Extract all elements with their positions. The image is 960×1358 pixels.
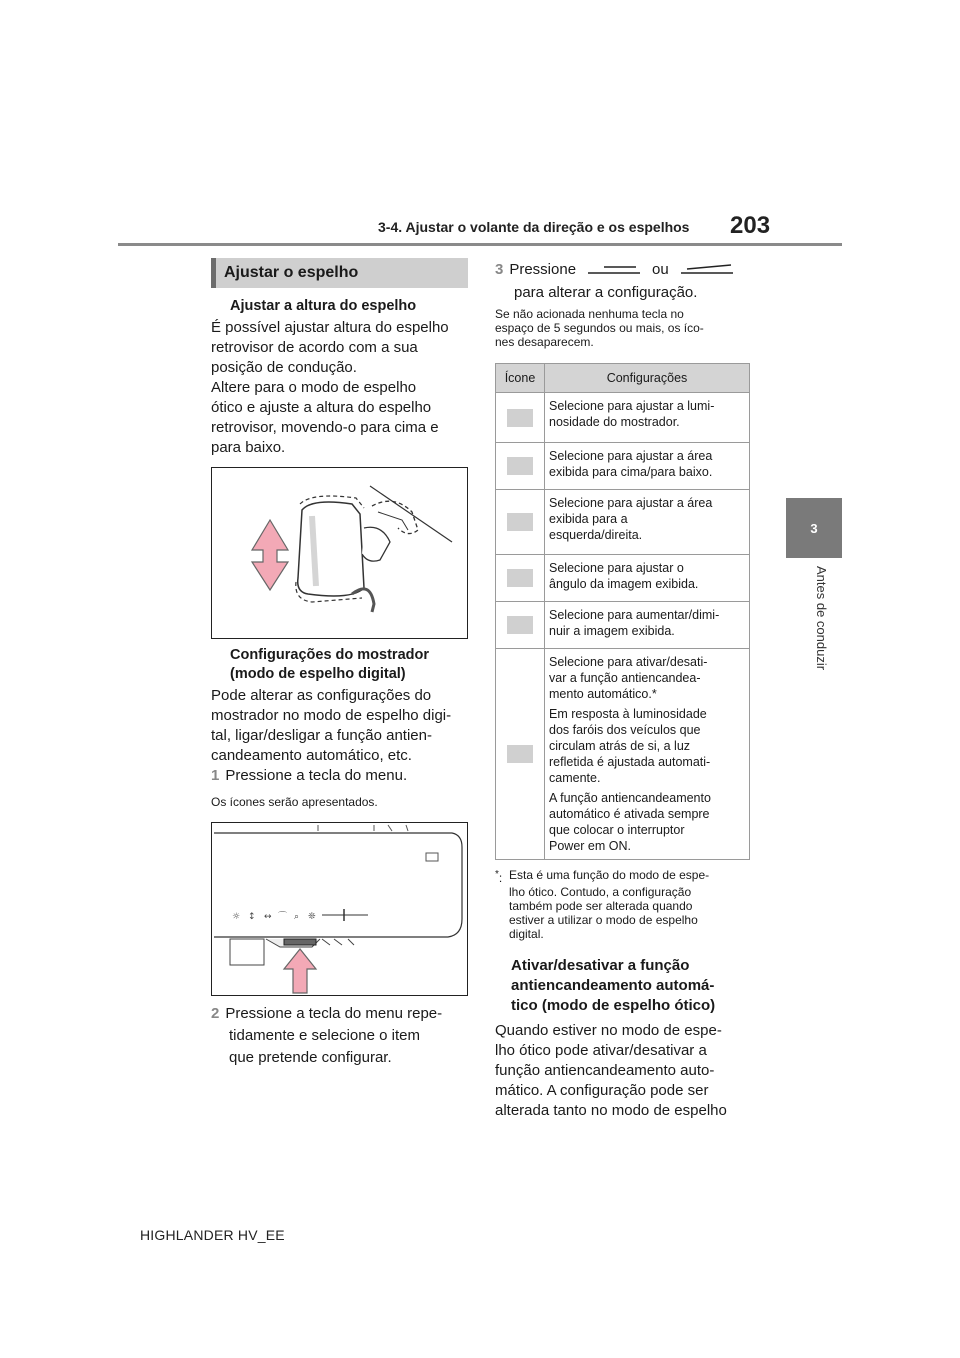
- text-line: Esta é uma função do modo de espe-: [509, 868, 710, 882]
- step-number: 3: [495, 261, 504, 278]
- text-line: ótico e ajuste a altura do espelho: [211, 399, 432, 416]
- text-line: Power em ON.: [549, 839, 631, 853]
- text-line: automático é ativada sempre: [549, 807, 710, 821]
- subheading-anti-glare: [511, 956, 715, 1016]
- text-line: Pressione: [509, 261, 577, 278]
- vertical-icon: ↕: [248, 912, 256, 922]
- text-line: tal, ligar/desligar a função antien-: [211, 727, 432, 744]
- header-rule: [118, 243, 842, 246]
- figure-mirror-adjust: [211, 467, 468, 639]
- text-line: refletida é ajustada automati-: [549, 755, 711, 769]
- text-line: Selecione para ajustar o: [549, 561, 684, 575]
- text-line: circulam atrás de si, a luz: [549, 739, 691, 753]
- setting-description: [545, 393, 750, 443]
- display-frame-icon: [426, 853, 438, 861]
- zoom-icon: ⌕: [294, 912, 300, 922]
- section-heading: Ajustar o espelho: [211, 258, 468, 288]
- text-line: estiver a utilizar o modo de espelho: [509, 913, 698, 927]
- footnote: *: Esta é uma função do modo de espe- lho ótico. Contudo, a configuração também pode ser alterada quando estiver a utilizar o modo de espelho digital.: [495, 868, 755, 941]
- text-line: espaço de 5 segundos ou mais, os íco-: [495, 321, 704, 335]
- text-line: Selecione para ajustar a área: [549, 449, 713, 463]
- footnote-mark: *: [495, 869, 499, 880]
- text-line: Altere para o modo de espelho: [211, 379, 417, 396]
- text-line: exibida para cima/para baixo.: [549, 465, 713, 479]
- text-line: var a função antiencandea-: [549, 671, 701, 685]
- brightness-icon: [507, 409, 533, 427]
- paragraph-display-intro: [211, 686, 473, 766]
- angle-adjust-icon: [507, 569, 533, 587]
- anti-glare-icon: [507, 745, 533, 763]
- table-row: [496, 555, 750, 602]
- zoom-icon: [507, 616, 533, 634]
- step-3: [495, 260, 765, 303]
- text-line: nuir a imagem exibida.: [549, 624, 675, 638]
- chapter-title: 3-4. Ajustar o volante da direção e os espelhos: [378, 219, 690, 235]
- step-number: 2: [211, 1005, 220, 1022]
- text-line: para baixo.: [211, 439, 286, 456]
- text-line: função antiencandeamento auto-: [495, 1062, 715, 1079]
- icon-cell: [496, 393, 545, 443]
- text-line: que pretende configurar.: [229, 1049, 392, 1066]
- text-line: Selecione para aumentar/dimi-: [549, 608, 720, 622]
- step-1-note: Os ícones serão apresentados.: [211, 795, 378, 809]
- text-line: exibida para a: [549, 512, 628, 526]
- arrow-up-icon: [284, 949, 316, 993]
- table-row: [496, 443, 750, 490]
- text-line: ou: [652, 261, 669, 278]
- icon-cell: [496, 443, 545, 490]
- mirror-display-illustration: [212, 823, 467, 995]
- text-line: Configurações do mostrador: [230, 647, 429, 663]
- text-line: É possível ajustar altura do espelho: [211, 319, 449, 336]
- text-line: posição de condução.: [211, 359, 357, 376]
- horizontal-adjust-icon: [507, 513, 533, 531]
- left-key-icon: [584, 263, 644, 277]
- angle-icon: ⌒: [278, 912, 288, 922]
- icon-cell: [496, 555, 545, 602]
- setting-description: [545, 649, 750, 860]
- side-tab-label: Antes de conduzir: [814, 566, 829, 671]
- text-line: lho ótico pode ativar/desativar a: [495, 1042, 707, 1059]
- table-row: [496, 490, 750, 555]
- text-line: Ativar/desativar a função: [511, 957, 690, 974]
- setting-description: [545, 490, 750, 555]
- text-line: Pode alterar as configurações do: [211, 687, 432, 704]
- text-line: tico (modo de espelho ótico): [511, 997, 716, 1014]
- step-3-note: [495, 307, 755, 349]
- text-line: Selecione para ajustar a lumi-: [549, 399, 715, 413]
- text-line: também pode ser alterada quando: [509, 899, 693, 913]
- text-line: Se não acionada nenhuma tecla no: [495, 307, 684, 321]
- page-number: 203: [730, 212, 771, 239]
- text-line: Selecione para ativar/desati-: [549, 655, 708, 669]
- setting-description: [545, 443, 750, 490]
- step-number: 1: [211, 767, 220, 784]
- paragraph-height-instruction: [211, 378, 471, 458]
- setting-description: [545, 602, 750, 649]
- table-row: [496, 393, 750, 443]
- text-line: A função antiencandeamento: [549, 791, 711, 805]
- text-line: retrovisor de acordo com a sua: [211, 339, 418, 356]
- button-housing: [230, 939, 264, 965]
- side-tab-number: 3: [786, 498, 842, 558]
- text-line: mático. A configuração pode ser: [495, 1082, 709, 1099]
- text-line: retrovisor, movendo-o para cima e: [211, 419, 439, 436]
- text-line: tidamente e selecione o item: [229, 1027, 420, 1044]
- table-row: [496, 649, 750, 860]
- settings-table: [495, 363, 750, 860]
- setting-description: [545, 555, 750, 602]
- text-line: nosidade do mostrador.: [549, 415, 680, 429]
- table-row: [496, 602, 750, 649]
- anti-glare-icon: ❊: [308, 912, 316, 922]
- text-line: lho ótico. Contudo, a configuração: [509, 885, 692, 899]
- text-line: Em resposta à luminosidade: [549, 707, 707, 721]
- text-line: mento automático.*: [549, 687, 657, 701]
- text-line: dos faróis dos veículos que: [549, 723, 701, 737]
- text-line: alterada tanto no modo de espelho: [495, 1102, 727, 1119]
- vertical-adjust-icon: [507, 457, 533, 475]
- text-line: Pressione a tecla do menu repe-: [225, 1005, 443, 1022]
- text-line: esquerda/direita.: [549, 528, 643, 542]
- step-text: Pressione a tecla do menu.: [225, 767, 408, 784]
- mirror-adjust-illustration: [212, 468, 467, 638]
- subheading-mirror-height: Ajustar a altura do espelho: [230, 298, 417, 314]
- horizontal-icon: ↔: [264, 912, 272, 922]
- right-key-icon: [677, 263, 737, 277]
- text-line: Selecione para ajustar a área: [549, 496, 713, 510]
- text-line: para alterar a configuração.: [514, 284, 698, 301]
- paragraph-anti-glare: [495, 1021, 765, 1121]
- paragraph-height-intro: [211, 318, 471, 378]
- icon-cell: [496, 602, 545, 649]
- step-2: [211, 1004, 473, 1068]
- footer-model: HIGHLANDER HV_EE: [140, 1227, 285, 1243]
- text-line: (modo de espelho digital): [230, 666, 406, 682]
- text-line: que colocar o interruptor: [549, 823, 685, 837]
- brightness-icon: ☼: [232, 912, 241, 922]
- text-line: nes desaparecem.: [495, 335, 594, 349]
- figure-mirror-display: [211, 822, 468, 996]
- text-line: antiencandeamento automá-: [511, 977, 715, 994]
- text-line: mostrador no modo de espelho digi-: [211, 707, 452, 724]
- text-line: ângulo da imagem exibida.: [549, 577, 699, 591]
- text-line: digital.: [509, 927, 544, 941]
- text-line: camente.: [549, 771, 601, 785]
- column-header-icon: Ícone: [496, 364, 545, 393]
- subheading-display-settings: [230, 646, 429, 684]
- text-line: candeamento automático, etc.: [211, 747, 412, 764]
- menu-key: [284, 939, 316, 945]
- column-header-settings: Configurações: [545, 364, 750, 393]
- icon-cell: [496, 490, 545, 555]
- up-down-arrow-icon: [252, 520, 288, 590]
- step-1: [211, 766, 407, 786]
- text-line: Quando estiver no modo de espe-: [495, 1022, 722, 1039]
- icon-cell: [496, 649, 545, 860]
